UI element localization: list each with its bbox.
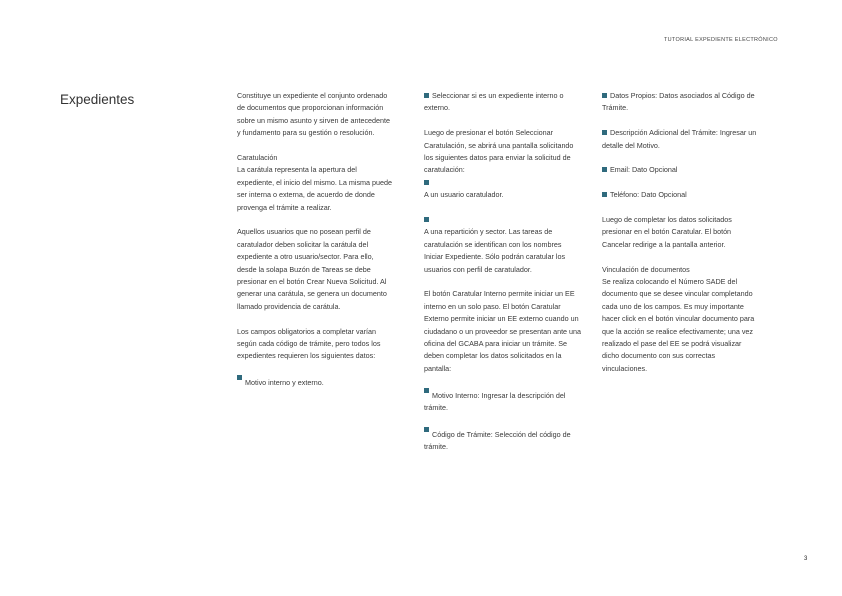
section-title: Expedientes	[60, 92, 135, 107]
bullet-item: Código de Trámite: Selección del código de trámite.	[424, 427, 582, 454]
bullet-square-icon	[602, 93, 607, 98]
caratulacion-heading: Caratulación	[237, 153, 278, 163]
completar-paragraph: Luego de completar los datos solicitados presionar en el botón Caratular. El botón Cancelar redirige a la pantalla anterior.	[602, 215, 732, 249]
bullet-item: Email: Dato Opcional	[602, 164, 760, 176]
column-3	[602, 90, 760, 375]
users-paragraph: Aquellos usuarios que no posean perfil de caratulador deben solicitar la carátula del expediente a otro usuario/sector. Para ello, desde la solapa Buzón de Tareas se debe presionar en el botón Crear Nueva Solicitud. Al generar una carátula, se genera un documento llamado providencia de carátula.	[237, 227, 387, 311]
column-1	[237, 90, 395, 390]
bullet-square-icon	[424, 217, 429, 222]
bullet-item: Datos Propios: Datos asociados al Código de Trámite.	[602, 91, 755, 113]
bullet-item: Teléfono: Dato Opcional	[602, 189, 760, 201]
document-header: TUTORIAL EXPEDIENTE ELECTRÓNICO	[664, 37, 778, 43]
caratulacion-paragraph: La carátula representa la apertura del expediente, el inicio del mismo. La misma puede ser interna o externa, de acuerdo de donde provenga el trámite a realizar.	[237, 165, 393, 212]
bullet-item: Descripción Adicional del Trámite: Ingresar un detalle del Motivo.	[602, 128, 757, 150]
vinculacion-paragraph: Se realiza colocando el Número SADE del documento que se desee vincular completando cada uno de los campos. Es muy importante hacer click en el botón vincular documento para que la acción se realice efectivamente; una vez realizado el pase del EE se podrá visualizar dicho documento con sus correctas vinculaciones.	[602, 277, 755, 373]
bullet-square-icon	[424, 388, 429, 393]
bullet-item: A un usuario caratulador.	[424, 177, 582, 202]
bullet-square-icon	[424, 180, 429, 185]
intro-paragraph: Constituye un expediente el conjunto ordenado de documentos que proporcionan información sobre un mismo asunto y sirven de antecedente y fundamento para su gestión o resolución.	[237, 91, 391, 138]
fields-paragraph: Los campos obligatorios a completar varían según cada código de trámite, pero todos los expedientes requieren los siguientes datos:	[237, 326, 381, 361]
boton-paragraph: El botón Caratular Interno permite iniciar un EE interno en un solo paso. El botón Caratular Externo permite iniciar un EE externo cuando un ciudadano o un proveedor se presentan ante una oficina del GCABA para iniciar un trámite. Se deben completar los datos solicitados en la pantalla:	[424, 289, 582, 373]
bullet-square-icon	[424, 427, 429, 432]
bullet-square-icon	[424, 93, 429, 98]
bullet-square-icon	[602, 192, 607, 197]
bullet-square-icon	[602, 130, 607, 135]
page-number: 3	[804, 556, 808, 562]
luego-paragraph: Luego de presionar el botón Seleccionar Caratulación, se abrirá una pantalla solicitando los siguientes datos para enviar la solicitud de caratulación:	[424, 128, 574, 175]
bullet-item: Seleccionar si es un expediente interno o externo.	[424, 91, 564, 113]
vinculacion-heading: Vinculación de documentos	[602, 264, 690, 274]
column-2	[424, 90, 582, 454]
bullet-square-icon	[237, 375, 242, 380]
bullet-square-icon	[602, 167, 607, 172]
bullet-item: Motivo interno y externo.	[237, 375, 395, 389]
bullet-item: A una repartición y sector. Las tareas de caratulación se identifican con los nombres Iniciar Expediente. Sólo podrán caratular los usuarios con perfil de caratulador.	[424, 214, 582, 276]
bullet-item: Motivo Interno: Ingresar la descripción del trámite.	[424, 388, 582, 415]
